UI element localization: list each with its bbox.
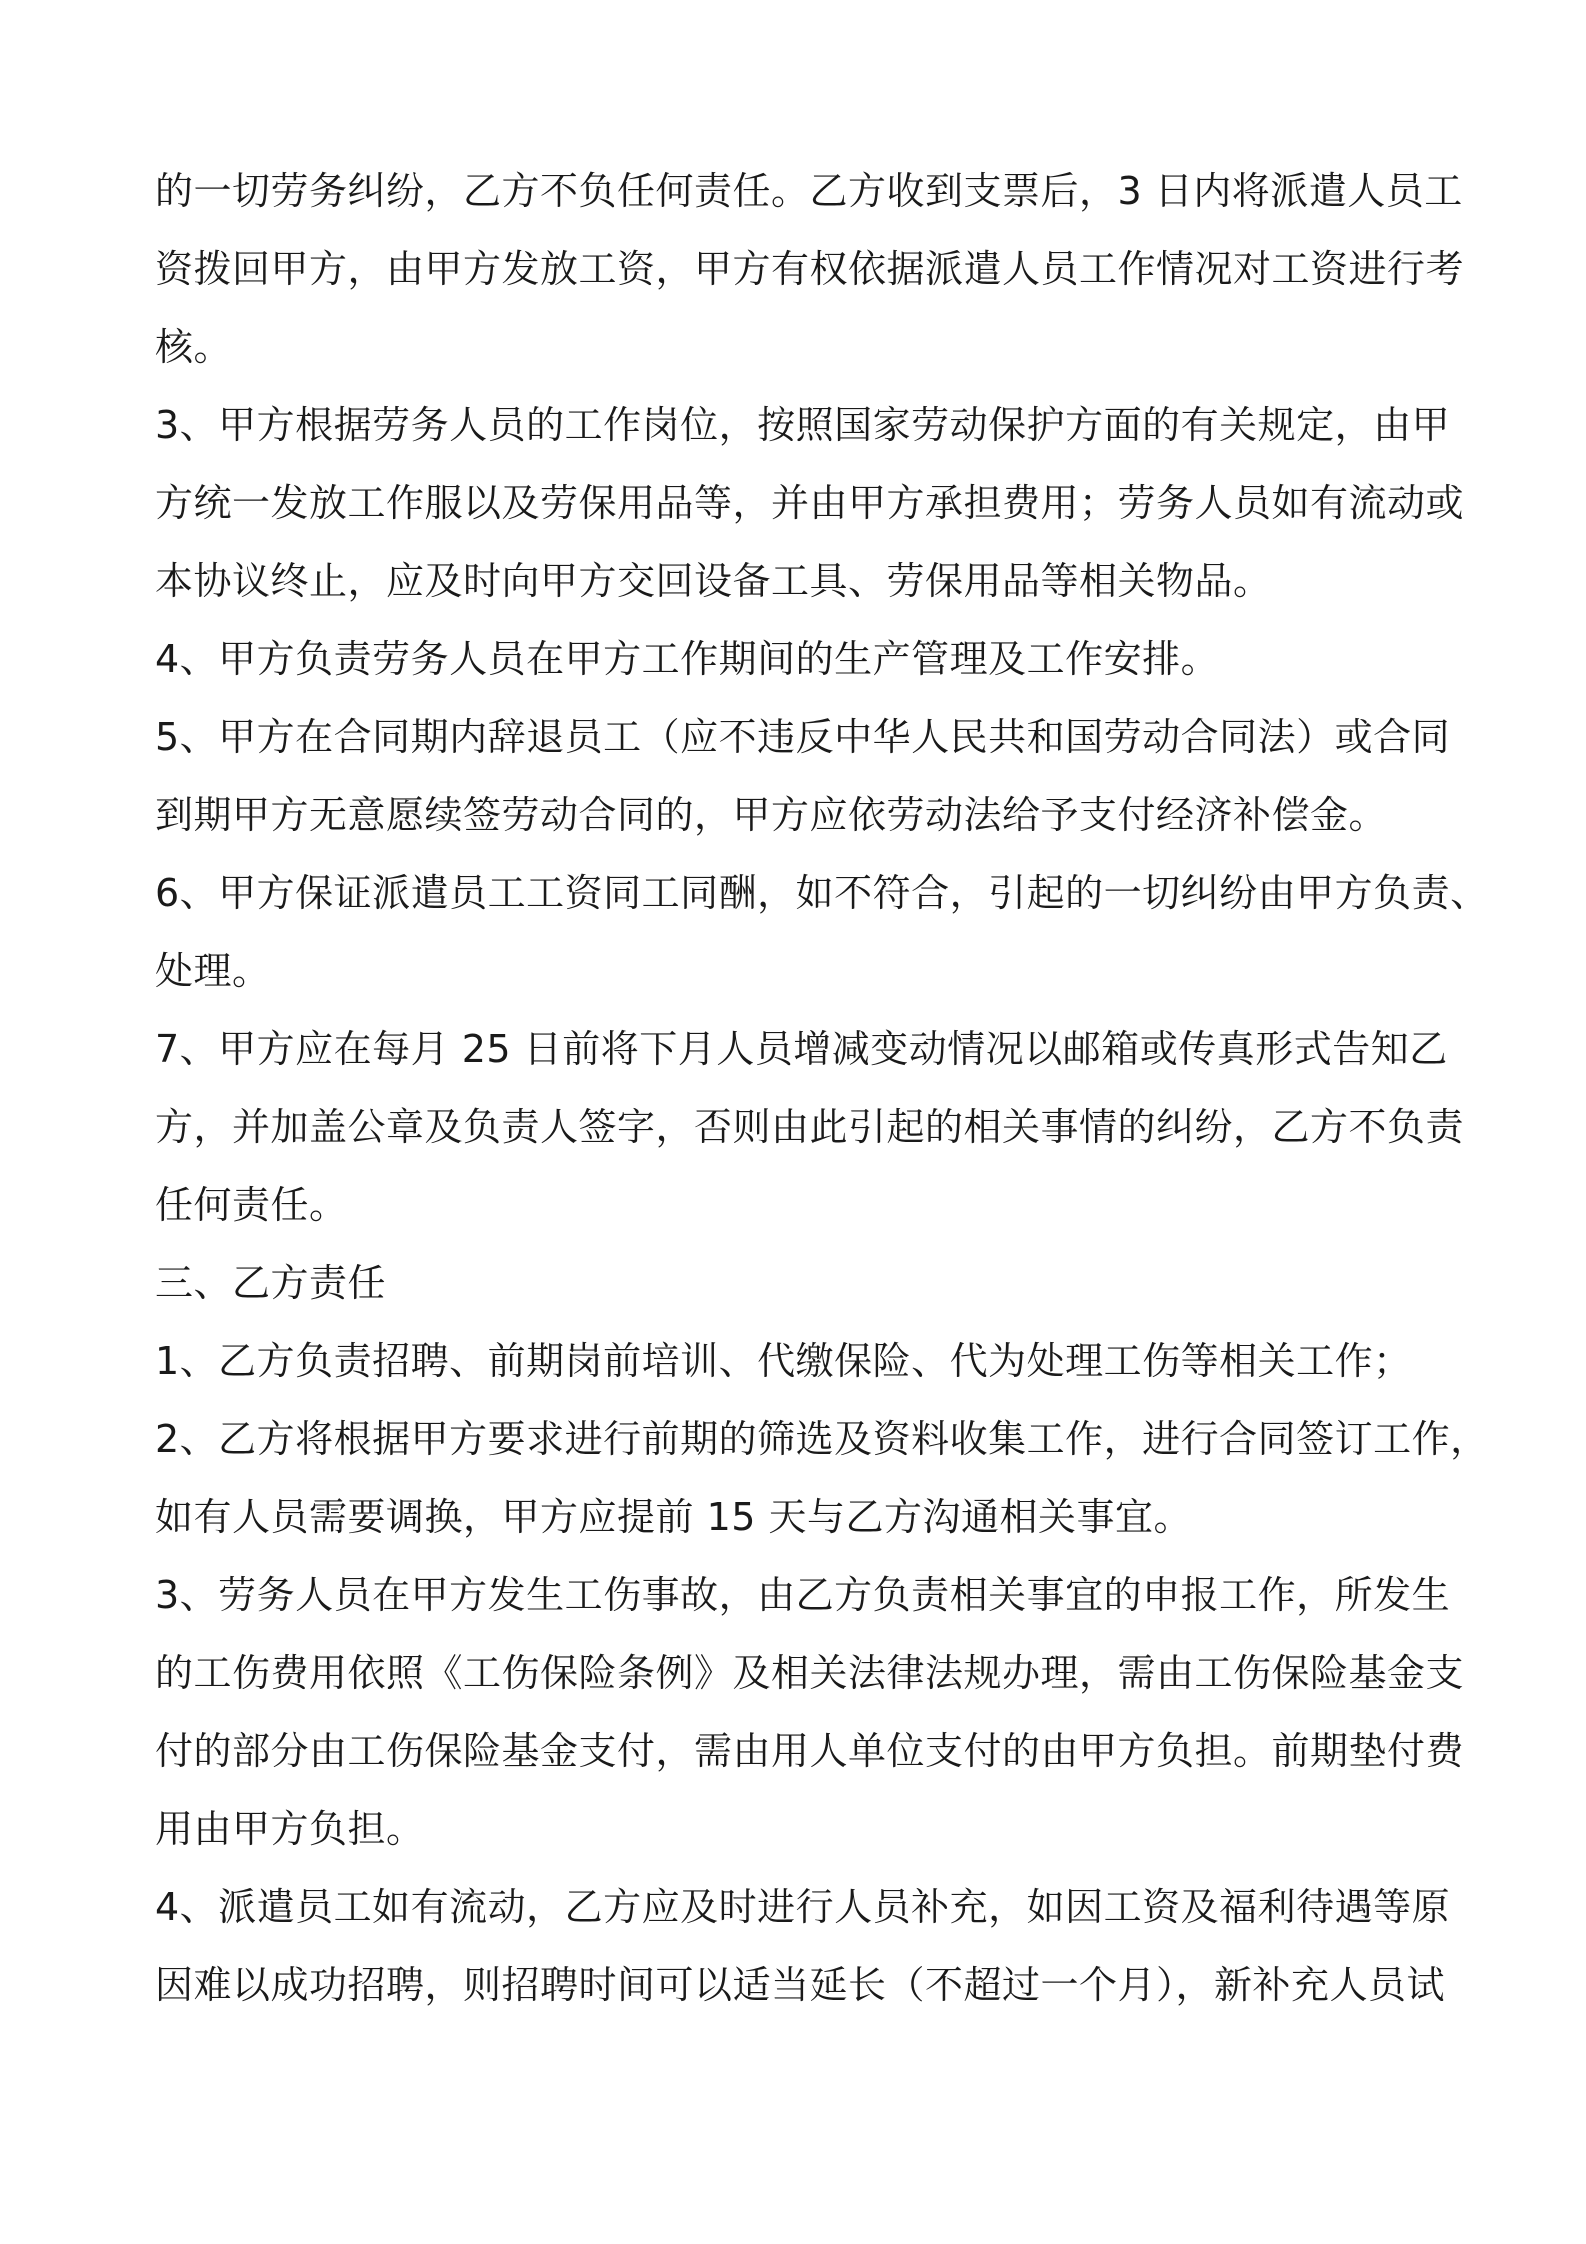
text-line: 处理。	[155, 949, 271, 993]
section-heading: 三、乙方责任	[155, 1261, 387, 1305]
text-line: 的工伤费用依照《工伤保险条例》及相关法律法规办理，需由工伤保险基金支	[155, 1651, 1465, 1695]
text-line: 5、甲方在合同期内辞退员工（应不违反中华人民共和国劳动合同法）或合同	[155, 715, 1451, 759]
text-line: 2、乙方将根据甲方要求进行前期的筛选及资料收集工作，进行合同签订工作，	[155, 1417, 1489, 1461]
document-body	[155, 152, 1489, 2024]
text-line: 任何责任。	[155, 1183, 348, 1227]
text-line: 7、甲方应在每月 25 日前将下月人员增减变动情况以邮箱或传真形式告知乙	[155, 1027, 1448, 1071]
text-line: 资拨回甲方，由甲方发放工资，甲方有权依据派遣人员工作情况对工资进行考	[155, 247, 1465, 291]
text-line: 因难以成功招聘，则招聘时间可以适当延长（不超过一个月），新补充人员试	[155, 1963, 1446, 2007]
text-line: 6、甲方保证派遣员工工资同工同酬，如不符合，引起的一切纠纷由甲方负责、	[155, 871, 1489, 915]
text-line: 的一切劳务纠纷，乙方不负任何责任。乙方收到支票后，3 日内将派遣人员工	[155, 169, 1463, 213]
text-line: 付的部分由工伤保险基金支付，需由用人单位支付的由甲方负担。前期垫付费	[155, 1729, 1465, 1773]
text-line: 到期甲方无意愿续签劳动合同的，甲方应依劳动法给予支付经济补偿金。	[155, 793, 1388, 837]
text-line: 本协议终止，应及时向甲方交回设备工具、劳保用品等相关物品。	[155, 559, 1272, 603]
text-line: 方，并加盖公章及负责人签字，否则由此引起的相关事情的纠纷，乙方不负责	[155, 1105, 1465, 1149]
text-line: 3、甲方根据劳务人员的工作岗位，按照国家劳动保护方面的有关规定，由甲	[155, 403, 1451, 447]
text-line: 1、乙方负责招聘、前期岗前培训、代缴保险、代为处理工伤等相关工作；	[155, 1339, 1412, 1383]
text-line: 3、劳务人员在甲方发生工伤事故，由乙方负责相关事宜的申报工作，所发生	[155, 1573, 1451, 1617]
text-line: 方统一发放工作服以及劳保用品等，并由甲方承担费用；劳务人员如有流动或	[155, 481, 1465, 525]
text-line: 如有人员需要调换，甲方应提前 15 天与乙方沟通相关事宜。	[155, 1495, 1193, 1539]
text-line: 用由甲方负担。	[155, 1807, 425, 1851]
text-line: 4、派遣员工如有流动，乙方应及时进行人员补充，如因工资及福利待遇等原	[155, 1885, 1451, 1929]
text-line: 核。	[155, 325, 233, 369]
text-line: 4、甲方负责劳务人员在甲方工作期间的生产管理及工作安排。	[155, 637, 1220, 681]
